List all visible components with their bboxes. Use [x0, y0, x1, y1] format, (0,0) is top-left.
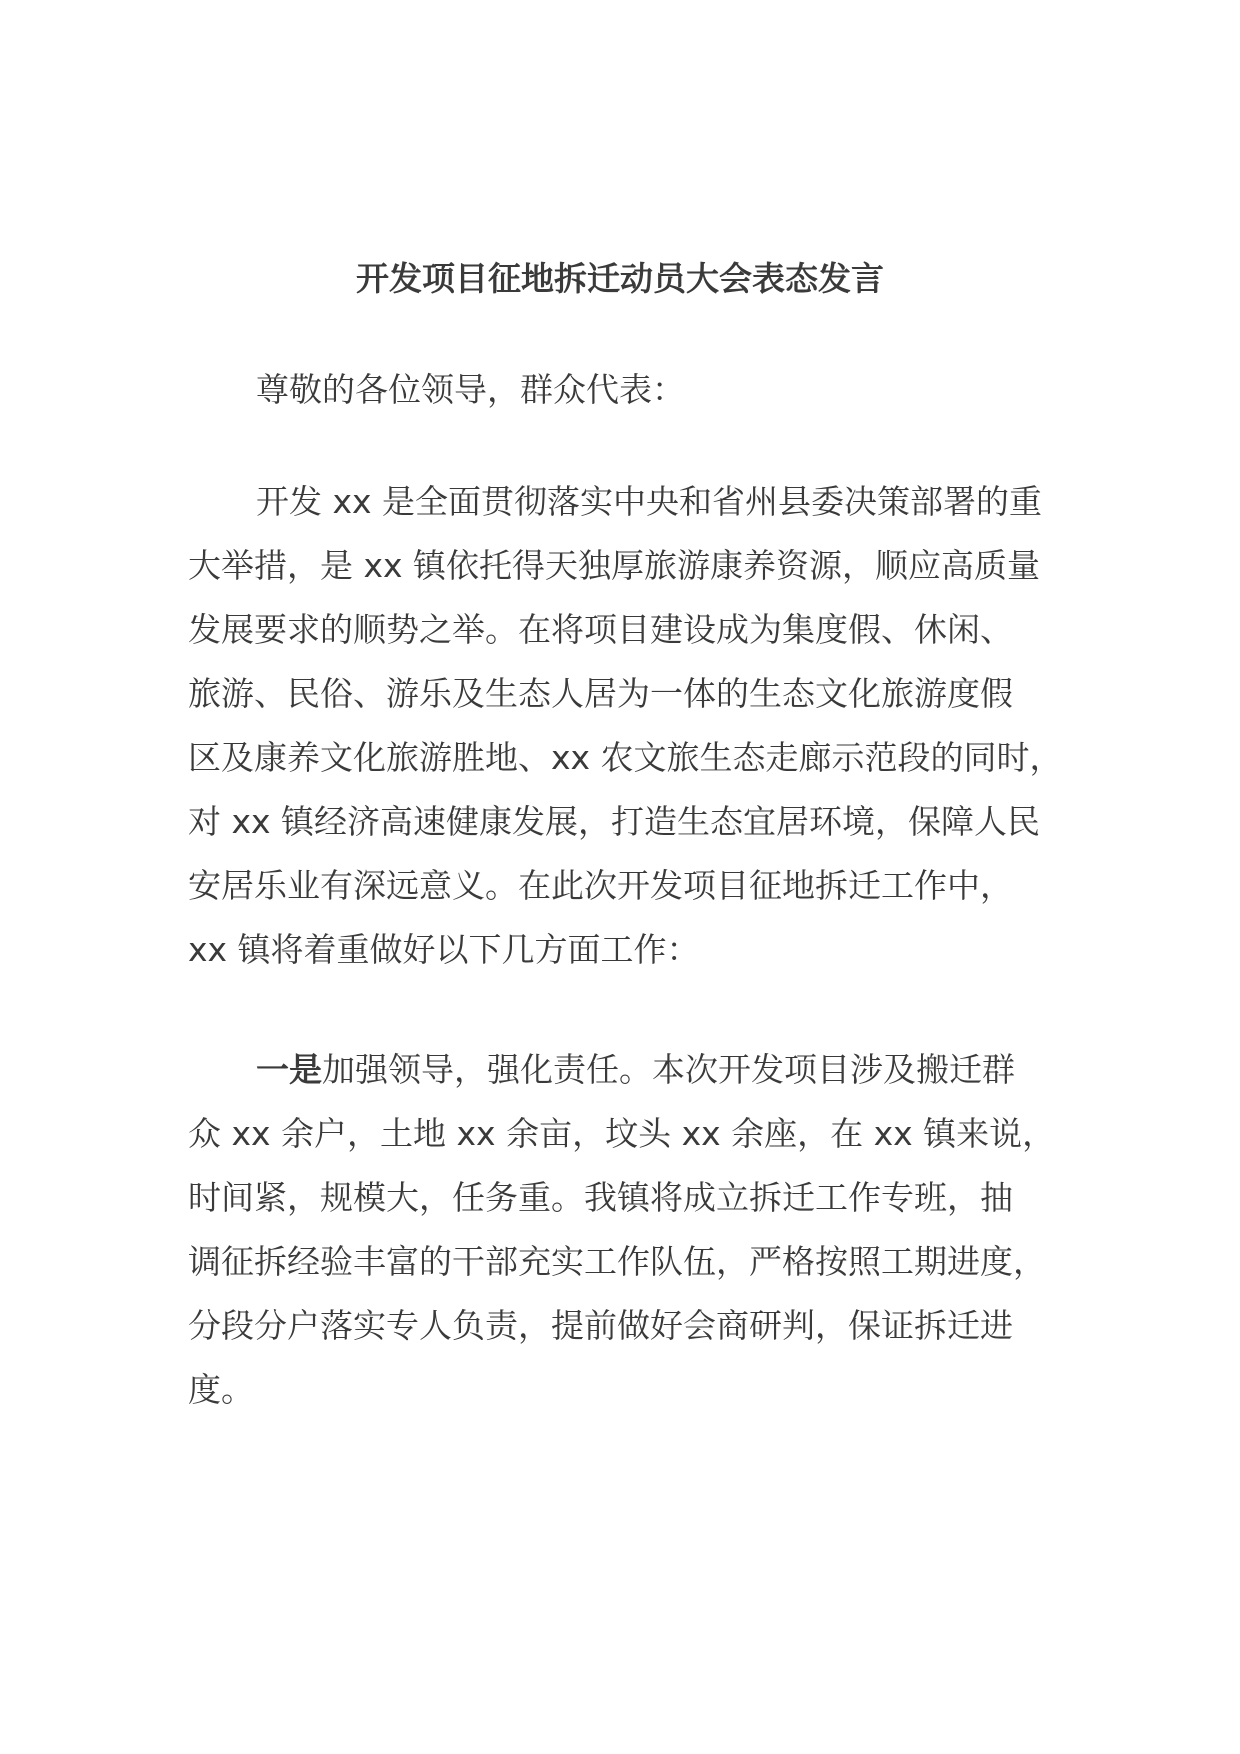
paragraph-1-line: 大举措，是 xx 镇依托得天独厚旅游康养资源，顺应高质量 — [188, 546, 1041, 585]
paragraph-2-line: 调征拆经验丰富的干部充实工作队伍，严格按照工期进度， — [188, 1242, 1046, 1281]
paragraph-1-line: 旅游、民俗、游乐及生态人居为一体的生态文化旅游度假 — [188, 674, 1013, 713]
paragraph-2-line: 分段分户落实专人负责，提前做好会商研判，保证拆迁进 — [188, 1306, 1013, 1345]
paragraph-1-line: 区及康养文化旅游胜地、xx 农文旅生态走廊示范段的同时， — [188, 738, 1063, 777]
paragraph-2 — [188, 1038, 1068, 1422]
salutation — [188, 358, 1068, 422]
paragraph-2-first-line-text: 加强领导，强化责任。本次开发项目涉及搬迁群 — [322, 1050, 1015, 1089]
paragraph-2-line: 众 xx 余户，土地 xx 余亩，坟头 xx 余座，在 xx 镇来说， — [188, 1114, 1056, 1153]
paragraph-1-line: 安居乐业有深远意义。在此次开发项目征地拆迁工作中， — [188, 866, 1013, 905]
paragraph-2-line: 时间紧，规模大，任务重。我镇将成立拆迁工作专班，抽 — [188, 1178, 1013, 1217]
paragraph-2-lead: 一是 — [256, 1050, 322, 1089]
paragraph-1-line: 开发 xx 是全面贯彻落实中央和省州县委决策部署的重 — [256, 482, 1043, 521]
salutation-line: 尊敬的各位领导，群众代表： — [256, 370, 685, 409]
paragraph-2-line: 度。 — [188, 1370, 254, 1409]
paragraph-1 — [188, 470, 1068, 982]
paragraph-2-first-line — [188, 1038, 1068, 1102]
paragraph-1-line: 对 xx 镇经济高速健康发展，打造生态宜居环境，保障人民 — [188, 802, 1041, 841]
paragraph-1-line: 发展要求的顺势之举。在将项目建设成为集度假、休闲、 — [188, 610, 1013, 649]
paragraph-1-line: xx 镇将着重做好以下几方面工作： — [188, 930, 700, 969]
document-title: 开发项目征地拆迁动员大会表态发言 — [356, 259, 884, 298]
